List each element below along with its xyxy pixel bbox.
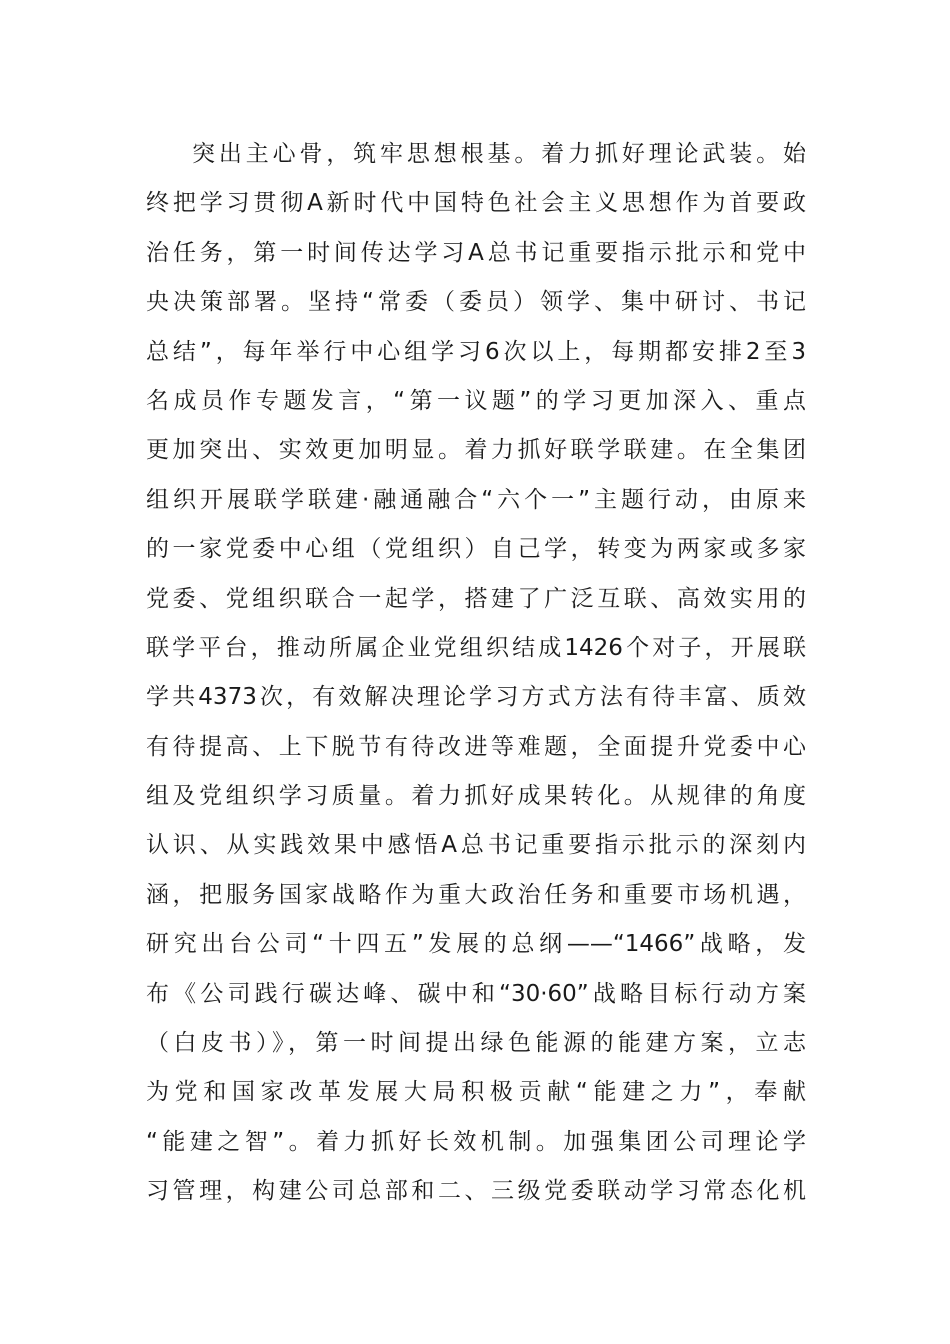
text-line: 党委、党组织联合一起学，搭建了广泛互联、高效实用的 bbox=[146, 585, 806, 612]
body-paragraph bbox=[146, 130, 806, 1217]
text-line: 名成员作专题发言，“第一议题”的学习更加深入、重点 bbox=[146, 387, 806, 414]
text-line: 更加突出、实效更加明显。着力抓好联学联建。在全集团 bbox=[146, 437, 806, 464]
text-line: 涵，把服务国家战略作为重大政治任务和重要市场机遇， bbox=[146, 881, 806, 908]
text-line: 总结”，每年举行中心组学习6次以上，每期都安排2至3 bbox=[146, 338, 806, 365]
text-line: 组织开展联学联建·融通融合“六个一”主题行动，由原来 bbox=[146, 486, 806, 513]
text-line: 为党和国家改革发展大局积极贡献“能建之力”，奉献 bbox=[146, 1079, 806, 1106]
text-line: 的一家党委中心组（党组织）自己学，转变为两家或多家 bbox=[146, 536, 806, 563]
text-line: 治任务，第一时间传达学习A总书记重要指示批示和党中 bbox=[146, 239, 806, 266]
text-line: 有待提高、上下脱节有待改进等难题，全面提升党委中心 bbox=[146, 733, 806, 760]
text-line: 联学平台，推动所属企业党组织结成1426个对子，开展联 bbox=[146, 634, 806, 661]
text-line: 突出主心骨，筑牢思想根基。着力抓好理论武装。始 bbox=[192, 141, 806, 167]
text-line: 认识、从实践效果中感悟A总书记重要指示批示的深刻内 bbox=[146, 832, 806, 859]
text-line: “能建之智”。着力抓好长效机制。加强集团公司理论学 bbox=[146, 1128, 806, 1155]
text-line: 布《公司践行碳达峰、碳中和“30·60”战略目标行动方案 bbox=[146, 980, 806, 1007]
text-line: 终把学习贯彻A新时代中国特色社会主义思想作为首要政 bbox=[146, 190, 806, 217]
text-line: 习管理，构建公司总部和二、三级党委联动学习常态化机 bbox=[146, 1178, 806, 1205]
text-line: 学共4373次，有效解决理论学习方式方法有待丰富、质效 bbox=[146, 684, 806, 711]
text-line: 央决策部署。坚持“常委（委员）领学、集中研讨、书记 bbox=[146, 289, 806, 316]
text-line: （白皮书）》，第一时间提出绿色能源的能建方案，立志 bbox=[146, 1030, 806, 1057]
text-line: 组及党组织学习质量。着力抓好成果转化。从规律的角度 bbox=[146, 783, 806, 810]
text-line: 研究出台公司“十四五”发展的总纲——“1466”战略，发 bbox=[146, 931, 806, 958]
